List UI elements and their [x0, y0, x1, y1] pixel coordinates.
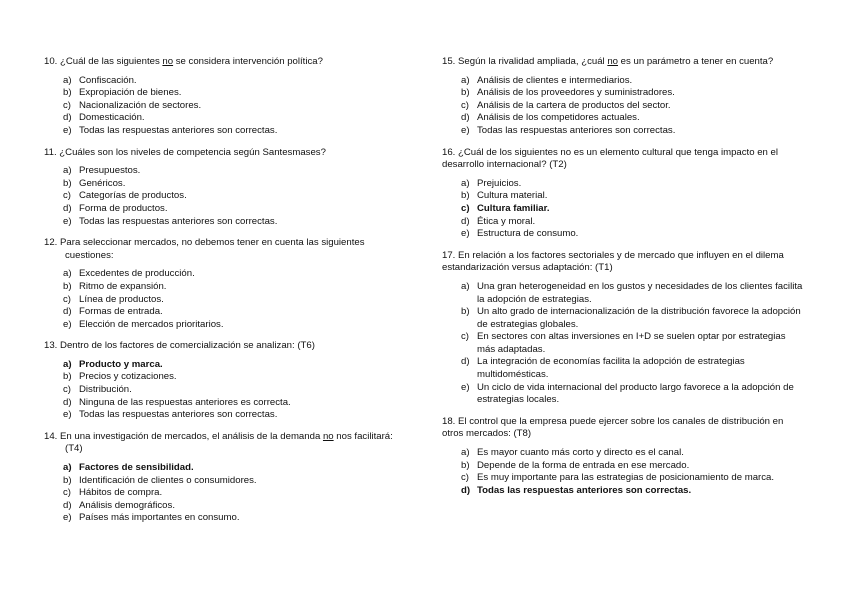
- option-text: Expropiación de bienes.: [79, 87, 182, 99]
- answer-option: [442, 178, 806, 191]
- question-text-end: se considera intervención política?: [173, 56, 323, 67]
- answer-option: [44, 512, 402, 525]
- question-block: [442, 56, 806, 138]
- option-text: Ética y moral.: [477, 215, 536, 227]
- answer-option: [442, 460, 806, 473]
- option-letter: a): [461, 447, 470, 459]
- answer-option: [442, 331, 806, 356]
- option-letter: a): [461, 280, 470, 292]
- answer-option: [442, 281, 806, 306]
- answer-option-highlighted: [442, 485, 806, 498]
- question-number: 12.: [44, 237, 58, 249]
- option-letter: c): [63, 384, 71, 396]
- option-text: Países más importantes en consumo.: [79, 512, 240, 524]
- question-text-start: Para seleccionar mercados, no debemos tener en cuenta las siguientes cuestiones:: [60, 237, 365, 261]
- answer-option: [44, 487, 402, 500]
- option-letter: c): [63, 293, 71, 305]
- option-text: Análisis de la cartera de productos del sector.: [477, 99, 671, 111]
- answer-option: [44, 281, 402, 294]
- question-text-start: Dentro de los factores de comercialización se analizan: (T6): [60, 340, 315, 352]
- option-text: Todas las respuestas anteriores son correctas.: [477, 484, 692, 496]
- option-text: Prejuicios.: [477, 177, 522, 189]
- option-letter: a): [63, 268, 72, 280]
- option-text: Una gran heterogeneidad en los gustos y necesidades de los clientes facilita la adopción de estrategias.: [477, 280, 803, 305]
- answer-option-highlighted: [442, 203, 806, 216]
- option-text: Distribución.: [79, 384, 132, 396]
- option-text: Ninguna de las respuestas anteriores es correcta.: [79, 396, 291, 408]
- option-text: Análisis de clientes e intermediarios.: [477, 74, 633, 86]
- answer-option: [44, 75, 402, 88]
- answer-option: [44, 125, 402, 138]
- question-text-end: es un parámetro a tener en cuenta?: [618, 56, 774, 67]
- question-block: [44, 431, 402, 525]
- question-block: [44, 147, 402, 229]
- option-text: Identificación de clientes o consumidores.: [79, 474, 257, 486]
- question-text-start: ¿Cuál de las siguientes: [60, 56, 163, 67]
- answer-option: [44, 268, 402, 281]
- option-letter: b): [461, 459, 470, 471]
- answer-option-highlighted: [44, 359, 402, 372]
- left-question-column: [44, 56, 402, 534]
- option-text: Nacionalización de sectores.: [79, 99, 202, 111]
- option-letter: b): [63, 87, 72, 99]
- option-text: Todas las respuestas anteriores son correctas.: [79, 409, 278, 421]
- question-block: [442, 416, 806, 498]
- answer-option: [44, 100, 402, 113]
- question-text-start: El control que la empresa puede ejercer sobre los canales de distribución en otros mercados: (T8): [442, 415, 784, 440]
- question-number: 15.: [442, 56, 456, 67]
- option-text: Es muy importante para las estrategias de posicionamiento de marca.: [477, 472, 775, 484]
- answer-option: [44, 203, 402, 216]
- question-text-end: nos facilitará: (T4): [65, 430, 393, 455]
- answer-option: [44, 178, 402, 191]
- option-text: Genéricos.: [79, 177, 126, 189]
- option-letter: c): [63, 487, 71, 499]
- option-letter: a): [461, 177, 470, 189]
- question-negation-underline: no: [162, 56, 174, 67]
- answer-option: [44, 306, 402, 319]
- question-block: [44, 56, 402, 138]
- option-letter: b): [63, 474, 72, 486]
- option-letter: d): [461, 484, 471, 496]
- question-block: [442, 250, 806, 407]
- option-letter: e): [63, 215, 72, 227]
- question-negation-underline: no: [607, 56, 619, 67]
- answer-option: [442, 356, 806, 381]
- answer-option: [442, 112, 806, 125]
- question-block: [442, 147, 806, 241]
- option-letter: c): [461, 331, 469, 343]
- answer-option: [44, 500, 402, 513]
- option-letter: b): [461, 190, 470, 202]
- option-letter: e): [461, 381, 470, 393]
- question-number: 10.: [44, 56, 58, 67]
- answer-option: [44, 409, 402, 422]
- option-letter: b): [63, 371, 72, 383]
- answer-option: [442, 216, 806, 229]
- question-text: [442, 416, 806, 441]
- option-text: Confiscación.: [79, 74, 137, 86]
- option-letter: b): [461, 306, 470, 318]
- option-text: Forma de productos.: [79, 202, 168, 214]
- option-text: Un ciclo de vida internacional del producto largo favorece a la adopción de estrategias locales.: [477, 381, 794, 406]
- option-text: Producto y marca.: [79, 358, 163, 370]
- option-text: Cultura familiar.: [477, 202, 550, 214]
- option-text: Análisis de los competidores actuales.: [477, 112, 640, 124]
- option-letter: d): [461, 112, 470, 124]
- answer-option: [44, 190, 402, 203]
- option-text: Depende de la forma de entrada en ese mercado.: [477, 459, 690, 471]
- option-text: Formas de entrada.: [79, 306, 163, 318]
- option-text: Factores de sensibilidad.: [79, 462, 194, 474]
- option-letter: e): [461, 124, 470, 136]
- option-letter: d): [461, 215, 470, 227]
- option-letter: d): [63, 306, 72, 318]
- option-letter: e): [63, 409, 72, 421]
- answer-option: [44, 87, 402, 100]
- answer-option: [442, 228, 806, 241]
- option-letter: a): [63, 462, 72, 474]
- question-number: 14.: [44, 430, 58, 442]
- option-text: Línea de productos.: [79, 293, 164, 305]
- option-text: La integración de economías facilita la adopción de estrategias multidomésticas.: [477, 356, 745, 381]
- option-text: Domesticación.: [79, 112, 145, 124]
- question-number: 13.: [44, 340, 58, 352]
- question-text-start: En una investigación de mercados, el análisis de la demanda: [60, 430, 323, 442]
- option-text: Categorías de productos.: [79, 190, 187, 202]
- option-letter: b): [63, 280, 72, 292]
- answer-option: [44, 397, 402, 410]
- answer-option: [442, 100, 806, 113]
- answer-option: [44, 165, 402, 178]
- answer-option: [442, 447, 806, 460]
- option-text: Todas las respuestas anteriores son correctas.: [79, 215, 278, 227]
- question-text: [442, 147, 806, 172]
- option-text: Precios y cotizaciones.: [79, 371, 177, 383]
- question-block: [44, 340, 402, 422]
- option-letter: a): [63, 74, 72, 86]
- question-text: [44, 147, 402, 160]
- answer-option: [442, 87, 806, 100]
- option-letter: e): [461, 228, 470, 240]
- option-text: Elección de mercados prioritarios.: [79, 318, 224, 330]
- question-number: 11.: [44, 146, 57, 158]
- answer-option-highlighted: [44, 462, 402, 475]
- answer-option: [442, 382, 806, 407]
- question-text-start: ¿Cuáles son los niveles de competencia según Santesmases?: [59, 146, 326, 158]
- answer-option: [44, 294, 402, 307]
- option-letter: a): [63, 165, 72, 177]
- question-text: [44, 340, 402, 353]
- question-text-start: Según la rivalidad ampliada, ¿cuál: [458, 56, 608, 67]
- option-text: Análisis de los proveedores y suministradores.: [477, 87, 675, 99]
- answer-option: [442, 75, 806, 88]
- answer-option: [44, 319, 402, 332]
- question-text: [44, 237, 402, 262]
- question-text: [44, 431, 402, 456]
- option-text: Análisis demográficos.: [79, 499, 175, 511]
- option-letter: c): [461, 472, 469, 484]
- option-letter: e): [63, 124, 72, 136]
- question-text: [442, 56, 806, 69]
- option-text: Excedentes de producción.: [79, 268, 195, 280]
- option-text: Todas las respuestas anteriores son correctas.: [79, 124, 278, 136]
- option-text: Todas las respuestas anteriores son correctas.: [477, 124, 676, 136]
- question-number: 17.: [442, 249, 456, 261]
- question-block: [44, 237, 402, 331]
- option-letter: d): [63, 202, 72, 214]
- question-text: [44, 56, 402, 69]
- answer-option: [44, 384, 402, 397]
- option-letter: d): [63, 112, 72, 124]
- question-number: 16.: [442, 146, 456, 158]
- answer-option: [44, 371, 402, 384]
- question-text-start: ¿Cuál de los siguientes no es un elemento cultural que tenga impacto en el desarrollo internacional? (T2): [442, 146, 779, 171]
- option-letter: b): [63, 177, 72, 189]
- answer-option: [44, 216, 402, 229]
- option-text: Cultura material.: [477, 190, 548, 202]
- option-text: En sectores con altas inversiones en I+D se suelen optar por estrategias más adaptadas.: [477, 331, 786, 355]
- option-text: Ritmo de expansión.: [79, 280, 167, 292]
- option-letter: e): [63, 318, 72, 330]
- option-text: Presupuestos.: [79, 165, 141, 177]
- option-text: Estructura de consumo.: [477, 228, 579, 240]
- answer-option: [44, 112, 402, 125]
- option-letter: a): [63, 358, 72, 370]
- option-letter: c): [461, 99, 469, 111]
- answer-option: [442, 472, 806, 485]
- option-letter: c): [461, 202, 470, 214]
- question-text-start: En relación a los factores sectoriales y de mercado que influyen en el dilema estandarización versus adaptación: (T1): [442, 249, 784, 274]
- option-text: Es mayor cuanto más corto y directo es el canal.: [477, 447, 684, 459]
- option-letter: a): [461, 74, 470, 86]
- answer-option: [442, 125, 806, 138]
- option-letter: d): [63, 396, 72, 408]
- option-letter: d): [461, 356, 470, 368]
- answer-option: [442, 190, 806, 203]
- question-text: [442, 250, 806, 275]
- option-letter: e): [63, 512, 72, 524]
- option-text: Un alto grado de internacionalización de la distribución favorece la adopción de estrategias globales.: [477, 306, 801, 330]
- option-letter: d): [63, 499, 72, 511]
- question-number: 18.: [442, 415, 456, 427]
- option-text: Hábitos de compra.: [79, 487, 163, 499]
- option-letter: c): [63, 99, 71, 111]
- question-negation-underline: no: [322, 430, 334, 442]
- answer-option: [44, 475, 402, 488]
- option-letter: c): [63, 190, 71, 202]
- answer-option: [442, 306, 806, 331]
- right-question-column: [442, 56, 806, 506]
- option-letter: b): [461, 87, 470, 99]
